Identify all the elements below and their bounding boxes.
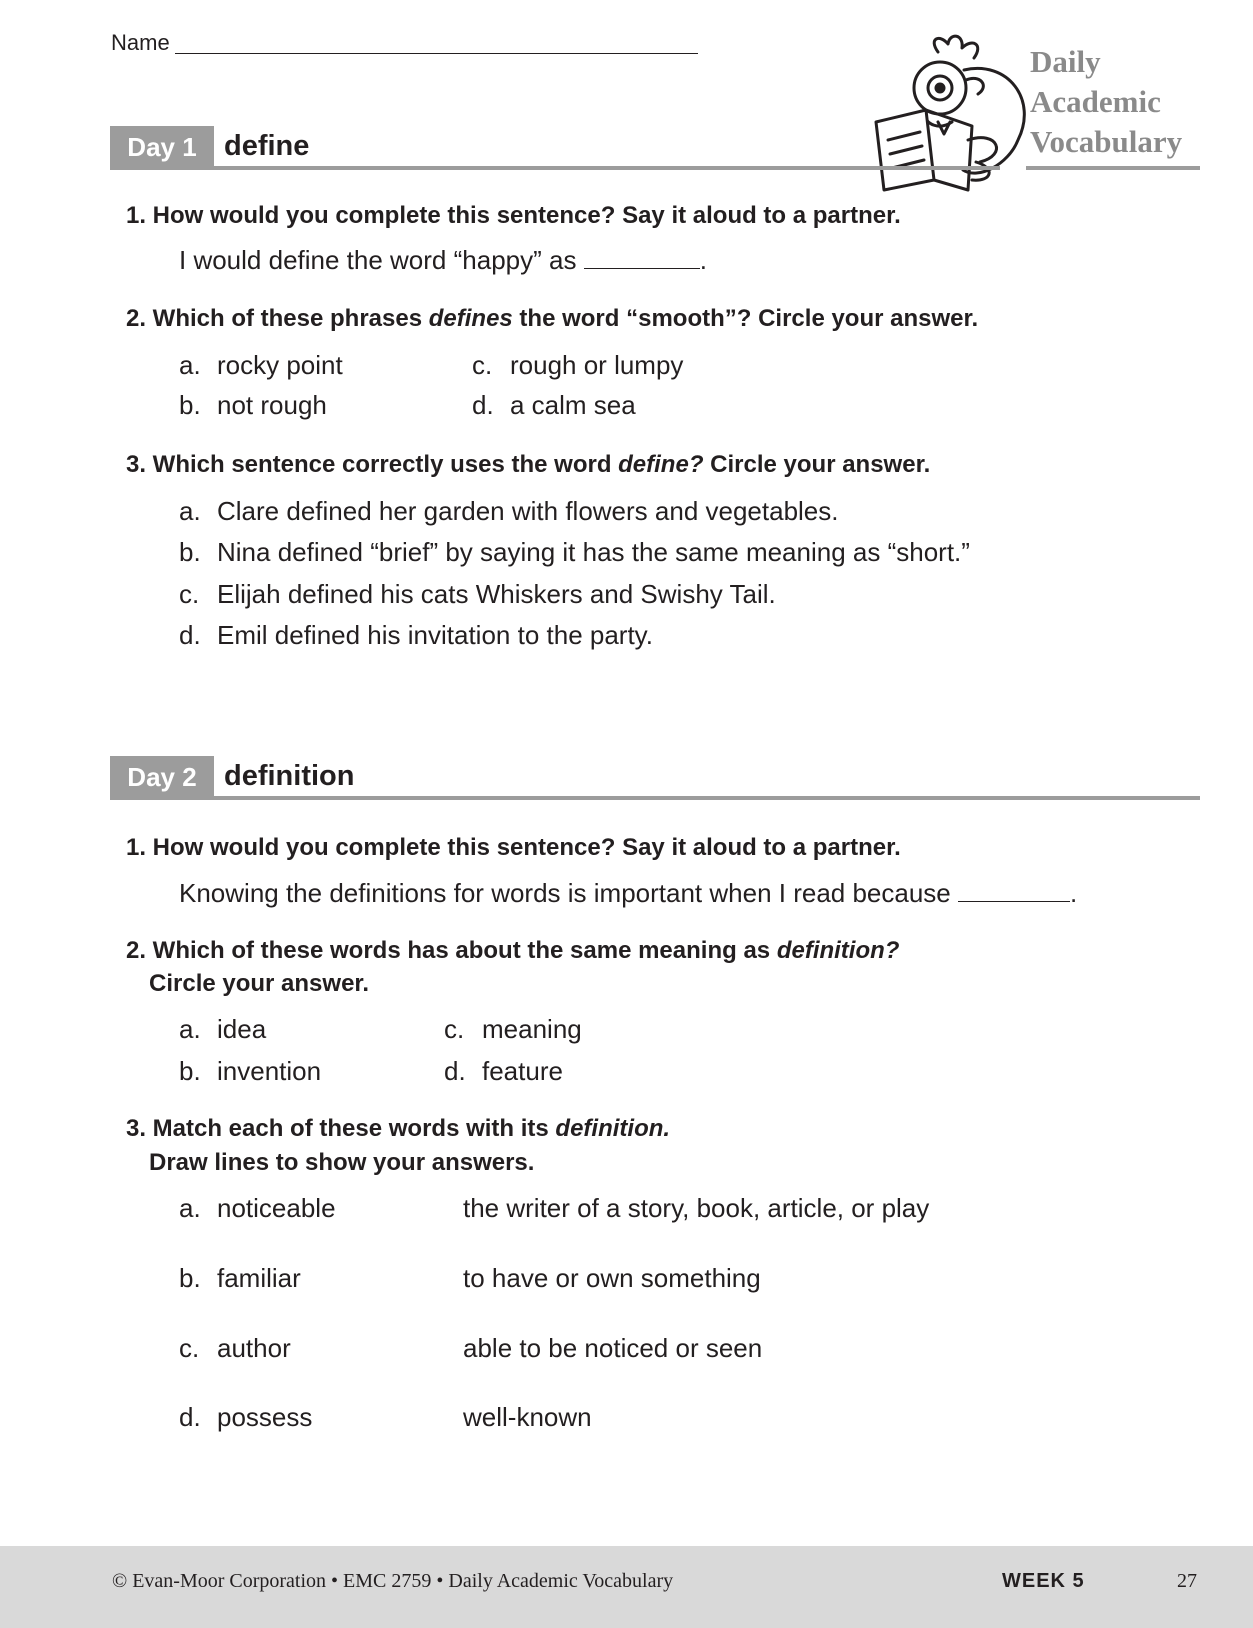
question-text-end: Circle your answer. xyxy=(703,451,931,478)
question-number: 3. xyxy=(125,1115,146,1142)
question-text: Which sentence correctly uses the word xyxy=(152,451,619,478)
day2-q2-option-c[interactable] xyxy=(444,1014,582,1044)
day1-question-3 xyxy=(116,450,930,480)
option-label: d. xyxy=(179,1402,201,1432)
question-text-italic: definition. xyxy=(555,1115,671,1142)
day2-question-3-line2: Draw lines to show your answers. xyxy=(149,1149,535,1176)
match-word-c[interactable] xyxy=(179,1333,291,1363)
option-label: a. xyxy=(179,496,201,526)
question-text: How would you complete this sentence? Say it aloud to a partner. xyxy=(152,834,901,861)
option-label: c. xyxy=(179,579,200,609)
question-text: Match each of these words with its xyxy=(152,1115,556,1142)
day2-question-2 xyxy=(116,936,899,966)
option-text: Elijah defined his cats Whiskers and Swishy Tail. xyxy=(217,579,776,609)
option-text: rough or lumpy xyxy=(510,350,684,380)
match-definition-1[interactable]: the writer of a story, book, article, or play xyxy=(463,1193,930,1223)
day2-word: definition xyxy=(224,760,355,792)
day2-question-2-line2: Circle your answer. xyxy=(149,970,370,997)
question-number: 2. xyxy=(125,305,146,332)
day2-question-1 xyxy=(116,833,901,863)
option-text: invention xyxy=(217,1056,322,1086)
option-text: a calm sea xyxy=(510,390,636,420)
logo-text xyxy=(1030,42,1182,162)
match-word-b[interactable] xyxy=(179,1263,301,1293)
match-definition-3[interactable]: able to be noticed or seen xyxy=(463,1333,763,1363)
day1-q3-option-c[interactable] xyxy=(179,579,776,609)
day2-rule xyxy=(110,796,1200,800)
question-number: 1. xyxy=(125,202,146,229)
sentence-start: Knowing the definitions for words is important when I read because xyxy=(179,878,951,908)
option-text: familiar xyxy=(217,1263,301,1293)
question-text-italic: definition? xyxy=(776,937,900,964)
footer-page-number: 27 xyxy=(1177,1570,1197,1592)
name-line[interactable] xyxy=(175,53,698,54)
logo-line-2: Academic xyxy=(1030,84,1161,119)
option-label: c. xyxy=(472,350,493,380)
day2-q2-option-d[interactable] xyxy=(444,1056,563,1086)
question-text-italic: define? xyxy=(618,451,704,478)
option-label: d. xyxy=(179,620,201,650)
day1-q3-option-a[interactable] xyxy=(179,496,839,526)
option-text: rocky point xyxy=(217,350,343,380)
footer-copyright: © Evan-Moor Corporation • EMC 2759 • Daily Academic Vocabulary xyxy=(112,1570,674,1592)
day1-q3-option-b[interactable] xyxy=(179,537,970,567)
question-text-italic: defines xyxy=(428,305,513,332)
option-text: author xyxy=(217,1333,291,1363)
option-text: Clare defined her garden with flowers and vegetables. xyxy=(217,496,839,526)
option-label: d. xyxy=(472,390,494,420)
day1-q2-option-c[interactable] xyxy=(472,350,683,380)
day1-q3-option-d[interactable] xyxy=(179,620,653,650)
option-text: idea xyxy=(217,1014,267,1044)
sentence-start: I would define the word “happy” as xyxy=(179,245,577,275)
option-label: c. xyxy=(444,1014,465,1044)
option-label: b. xyxy=(179,1263,201,1293)
question-text-end: the word “smooth”? Circle your answer. xyxy=(512,305,979,332)
day2-q1-sentence xyxy=(179,878,1077,908)
sentence-end: . xyxy=(1070,878,1078,908)
answer-blank[interactable] xyxy=(584,267,700,269)
day1-word: define xyxy=(224,130,310,162)
footer-week: WEEK 5 xyxy=(1002,1570,1085,1592)
day1-question-1 xyxy=(116,201,901,231)
option-text: not rough xyxy=(217,390,327,420)
match-word-a[interactable] xyxy=(179,1193,336,1223)
day1-q2-option-b[interactable] xyxy=(179,390,327,420)
question-text: How would you complete this sentence? Say it aloud to a partner. xyxy=(152,202,901,229)
option-text: Emil defined his invitation to the party. xyxy=(217,620,653,650)
owl-reading-mascot-icon xyxy=(868,30,1038,195)
question-number: 2. xyxy=(125,937,146,964)
option-label: c. xyxy=(179,1333,200,1363)
logo-line-3: Vocabulary xyxy=(1030,124,1183,159)
day1-q1-sentence xyxy=(179,245,707,275)
name-label: Name xyxy=(111,30,170,55)
day1-rule xyxy=(110,166,1000,170)
sentence-end: . xyxy=(699,245,707,275)
day2-q2-option-a[interactable] xyxy=(179,1014,266,1044)
option-label: d. xyxy=(444,1056,466,1086)
option-text: meaning xyxy=(482,1014,582,1044)
day1-q2-option-d[interactable] xyxy=(472,390,636,420)
question-text: Which of these phrases xyxy=(152,305,429,332)
option-text: possess xyxy=(217,1402,313,1432)
option-text: Nina defined “brief” by saying it has the same meaning as “short.” xyxy=(217,537,970,567)
day2-tab: Day 2 xyxy=(110,756,214,798)
question-text: Which of these words has about the same meaning as xyxy=(152,937,777,964)
day1-question-2 xyxy=(116,304,978,334)
question-number: 1. xyxy=(125,834,146,861)
option-label: b. xyxy=(179,390,201,420)
day1-rule-right xyxy=(1026,166,1200,170)
option-label: a. xyxy=(179,1014,201,1044)
match-definition-2[interactable]: to have or own something xyxy=(463,1263,761,1293)
option-text: feature xyxy=(482,1056,563,1086)
match-word-d[interactable] xyxy=(179,1402,312,1432)
option-label: b. xyxy=(179,537,201,567)
day1-tab: Day 1 xyxy=(110,126,214,168)
option-label: a. xyxy=(179,350,201,380)
option-text: noticeable xyxy=(217,1193,336,1223)
answer-blank[interactable] xyxy=(958,900,1070,902)
question-number: 3. xyxy=(125,451,146,478)
day2-question-3 xyxy=(116,1114,670,1144)
day1-q2-option-a[interactable] xyxy=(179,350,343,380)
day2-q2-option-b[interactable] xyxy=(179,1056,321,1086)
option-label: b. xyxy=(179,1056,201,1086)
logo-line-1: Daily xyxy=(1030,44,1101,79)
match-definition-4[interactable]: well-known xyxy=(463,1402,592,1432)
option-label: a. xyxy=(179,1193,201,1223)
